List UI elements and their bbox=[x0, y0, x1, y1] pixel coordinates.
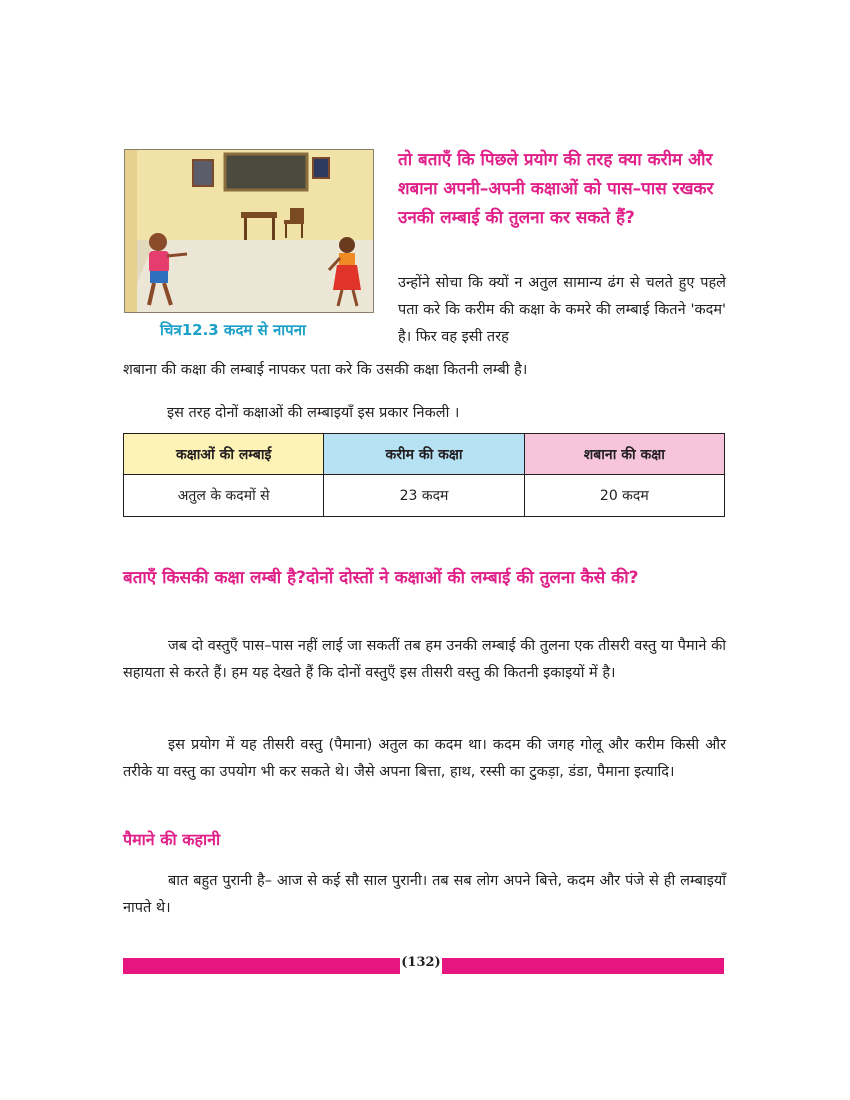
footer-bar-right bbox=[442, 958, 724, 974]
question-1: तो बताएँ कि पिछले प्रयोग की तरह क्या करीम और शबाना अपनी–अपनी कक्षाओं को पास–पास रखकर उनकी लम्बाई की तुलना कर सकते हैं? bbox=[398, 150, 714, 228]
table-header-cell: शबाना की कक्षा bbox=[524, 434, 724, 475]
table-header-cell: कक्षाओं की लम्बाई bbox=[124, 434, 324, 475]
paragraph-2: इस तरह दोनों कक्षाओं की लम्बाइयाँ इस प्रकार निकली । bbox=[167, 405, 460, 421]
table-header-row bbox=[124, 434, 725, 475]
page-number: (132) bbox=[401, 955, 441, 970]
paragraph-1-part-1: उन्होंने सोचा कि क्यों न अतुल सामान्य ढंग से चलते हुए पहले पता करे कि करीम की कक्षा के कमरे की लम्बाई कितने 'कदम' है। फिर वह इसी तरह bbox=[398, 275, 726, 345]
comparison-table bbox=[123, 433, 725, 517]
table-header-cell: करीम की कक्षा bbox=[324, 434, 524, 475]
paragraph-3: जब दो वस्तुएँ पास–पास नहीं लाई जा सकतीं तब हम उनकी लम्बाई की तुलना एक तीसरी वस्तु या पैमाने की सहायता से करते हैं। हम यह देखते हैं कि दोनों वस्तुएँ इस तीसरी वस्तु की कितनी इकाइयों में है। bbox=[123, 638, 726, 681]
question-2: बताएँ किसकी कक्षा लम्बी है?दोनों दोस्तों ने कक्षाओं की लम्बाई की तुलना कैसे की? bbox=[123, 568, 639, 588]
table-row bbox=[124, 475, 725, 517]
table-cell: 20 कदम bbox=[524, 475, 724, 517]
table-cell: 23 कदम bbox=[324, 475, 524, 517]
paragraph-4: इस प्रयोग में यह तीसरी वस्तु (पैमाना) अतुल का कदम था। कदम की जगह गोलू और करीम किसी और तरीके या वस्तु का उपयोग भी कर सकते थे। जैसे अपना बित्ता, हाथ, रस्सी का टुकड़ा, डंडा, पैमाना इत्यादि। bbox=[123, 737, 726, 780]
figure-caption: चित्र12.3 कदम से नापना bbox=[160, 321, 306, 339]
section-heading: पैमाने की कहानी bbox=[123, 830, 221, 849]
footer-bar-left bbox=[123, 958, 400, 974]
paragraph-1-part-2: शबाना की कक्षा की लम्बाई नापकर पता करे कि उसकी कक्षा कितनी लम्बी है। bbox=[123, 362, 528, 378]
classroom-illustration bbox=[124, 149, 374, 313]
table-cell: अतुल के कदमों से bbox=[124, 475, 324, 517]
paragraph-5: बात बहुत पुरानी है– आज से कई सौ साल पुरानी। तब सब लोग अपने बित्ते, कदम और पंजे से ही लम्बाइयाँ नापते थे। bbox=[123, 873, 726, 916]
